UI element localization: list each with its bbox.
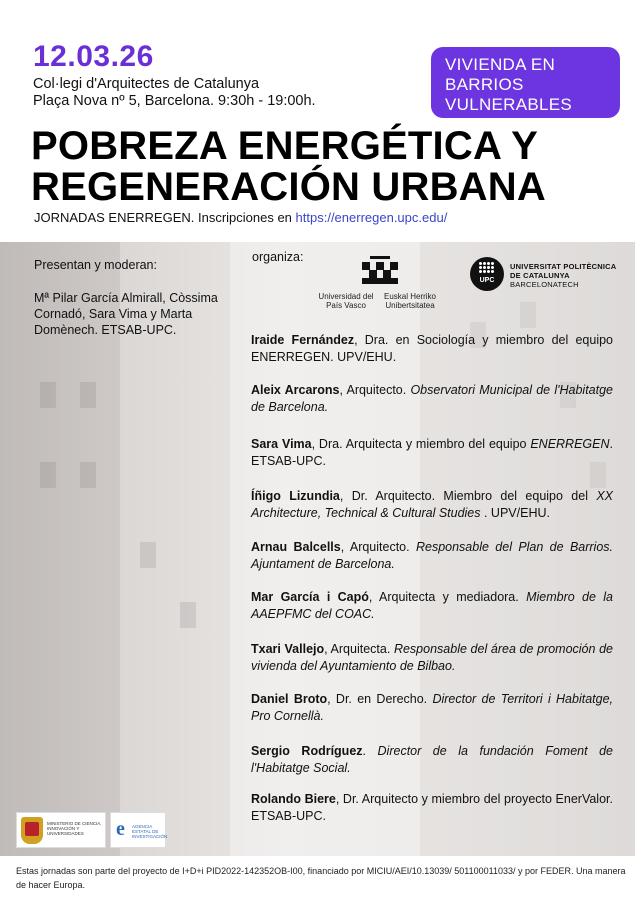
upv-ehu-emblem-icon [360,256,400,288]
speaker-name: Txari Vallejo [251,642,325,656]
main-title [31,126,546,208]
upv-ehu-logo [315,252,440,308]
speaker-name: Arnau Balcells [251,540,341,554]
ministry-logo [16,812,106,848]
speaker-name: Sara Vima [251,437,312,451]
badge-line: VULNERABLES [445,95,573,114]
funding-note: Estas jornadas son parte del proyecto de I+D+i PID2022-142352OB-I00, financiado por MICIU/AEI/10.13039/ 501100011033/ y por FEDER. Una manera de hacer Europa. [16,866,626,890]
organizers-label: organiza: [252,250,304,264]
moderators-heading: Presentan y moderan: [34,258,157,272]
speaker-affiliation: Director de Territori i Habitatge, Pro Cornellà. [251,692,614,723]
title-line-1: POBREZA ENERGÉTICA Y [31,124,539,168]
ministry-name: MINISTERIO DE CIENCIA, INNOVACIÓN Y UNIVERSIDADES [47,821,102,836]
speaker-role: , Dr. Arquitecto y miembro del proyecto EnerValor. ETSAB-UPC. [251,792,613,823]
badge-line: VIVIENDA EN [445,55,556,74]
title-line-2: REGENERACIÓN URBANA [31,165,546,209]
registration-prefix: JORNADAS ENERREGEN. Inscripciones en [34,210,296,225]
speaker-item [251,332,613,365]
speaker-role: , Dr. en Derecho. [327,692,433,706]
speaker-name: Sergio Rodríguez [251,744,363,758]
event-date: 12.03.26 [33,40,154,73]
footer [0,856,635,902]
speaker-affiliation: Observatori Municipal de l'Habitatge de Barcelona. [251,383,614,414]
upv-basque-name: Euskal Herriko Unibertsitatea [383,292,436,310]
speaker-name: Aleix Arcarons [251,383,340,397]
speaker-role: , Arquitecto. [340,540,416,554]
moderators-names: Mª Pilar García Almirall, Còssima Cornadó, Sara Vima y Marta Domènech. ETSAB-UPC. [34,291,218,337]
speaker-role: , Dra. en Sociología y miembro del equipo ENERREGEN. UPV/EHU. [251,333,613,364]
aei-e-icon: e [116,818,125,840]
speaker-name: Íñigo Lizundia [251,489,340,503]
upc-name-line-2: DE CATALUNYA [510,271,570,280]
speaker-role: , Arquitecta y mediadora. [368,590,527,604]
venue-name: Col·legi d'Arquitectes de Catalunya [33,76,260,92]
upc-name-line-3: BARCELONATECH [510,280,579,289]
speaker-item [251,539,613,572]
topic-badge [431,47,620,118]
upc-emblem-icon [470,257,504,291]
speaker-affiliation: Miembro de la AAEPFMC del COAC. [251,590,613,621]
speaker-item [251,641,613,674]
speaker-item [251,691,613,724]
speaker-name: Daniel Broto [251,692,328,706]
registration-link[interactable]: https://enerregen.upc.edu/ [295,210,448,225]
speaker-item [251,382,613,415]
speaker-affiliation: Responsable del Plan de Barrios. Ajuntament de Barcelona. [251,540,614,571]
badge-line: BARRIOS [445,75,524,94]
speaker-affiliation: Director de la fundación Foment de l'Habitatge Social. [251,744,613,775]
speaker-name: Iraide Fernández [251,333,355,347]
upc-emblem-text: UPC [479,277,495,284]
speaker-item [251,589,613,622]
funding-logos [16,812,166,848]
speaker-affiliation: ENERREGEN [530,437,610,451]
header [0,0,635,242]
speaker-role: , Arquitecta. [324,642,394,656]
speaker-tail: . ETSAB-UPC. [251,437,613,468]
speaker-item [251,488,613,521]
speaker-role: , Dra. Arquitecta y miembro del equipo [311,437,531,451]
speaker-affiliation: XX Architecture, Technical & Cultural Studies [251,489,614,520]
aei-name: AGENCIA ESTATAL DE INVESTIGACIÓN [132,824,168,839]
aei-logo [110,812,166,848]
upc-name-line-1: UNIVERSITAT POLITÈCNICA [510,262,617,271]
speaker-name: Mar García i Capó [251,590,369,604]
speaker-role: , Dr. Arquitecto. Miembro del equipo del [339,489,597,503]
upv-spanish-name: Universidad del País Vasco [318,292,374,310]
speaker-tail: . UPV/EHU. [480,505,550,520]
speaker-item [251,791,613,824]
speaker-affiliation: Responsable del área de promoción de vivienda del Ayuntamiento de Bilbao. [251,642,613,673]
registration-line [34,210,447,225]
upc-logo [470,257,625,297]
speaker-item [251,743,613,776]
speaker-name: Rolando Biere [251,792,336,806]
speaker-role: . [362,744,378,758]
venue-address-time: Plaça Nova nº 5, Barcelona. 9:30h - 19:00h. [33,93,316,109]
speaker-item [251,436,613,469]
speaker-role: , Arquitecto. [339,383,411,397]
